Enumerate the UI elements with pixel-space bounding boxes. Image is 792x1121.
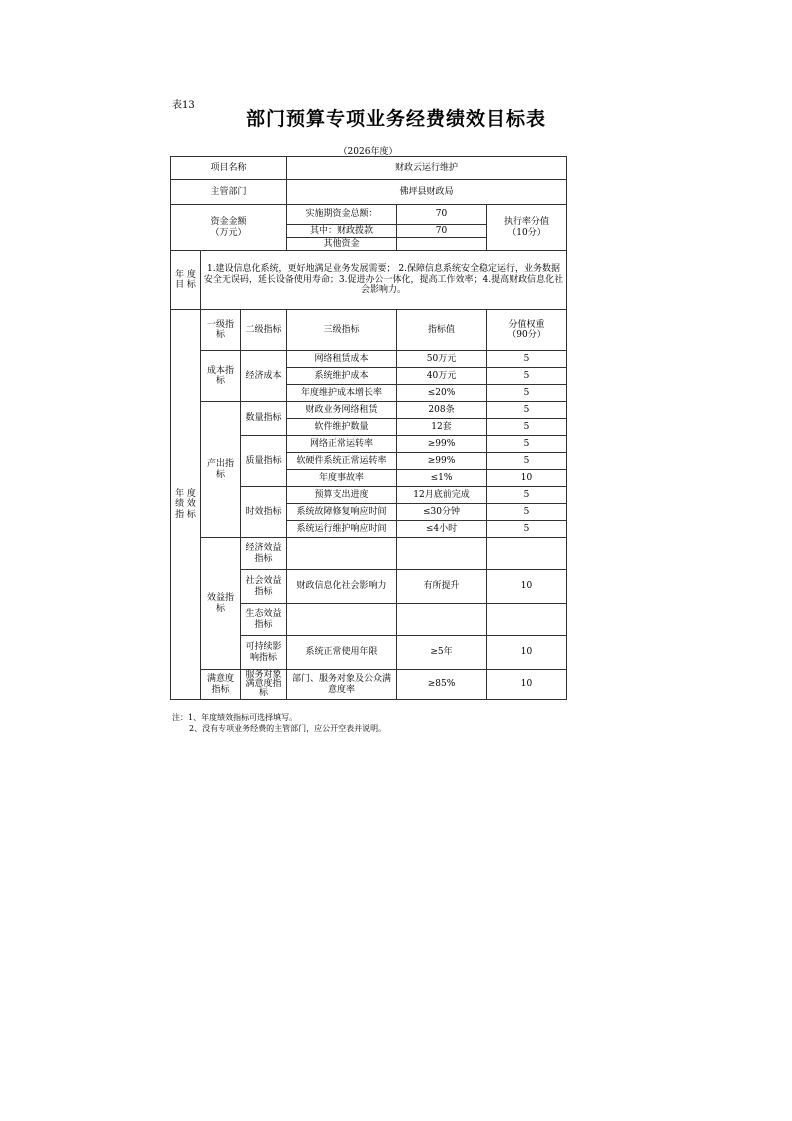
fiscal-fund-value: 70: [397, 225, 487, 238]
group-satisfaction: 满意度 指标: [201, 670, 241, 700]
row-value: 208条: [397, 402, 487, 419]
row-weight: 5: [487, 521, 567, 538]
execution-rate-label: 执行率分值 （10分）: [487, 205, 567, 251]
subgroup-timeliness: 时效指标: [241, 487, 287, 538]
year-label: （2026年度）: [338, 147, 398, 157]
row-name: [287, 538, 397, 570]
fiscal-fund-label: 其中：财政拨款: [287, 225, 397, 238]
row-value: 有所提升: [397, 570, 487, 604]
header-level2: 二级指标: [241, 310, 287, 351]
row-weight: [487, 538, 567, 570]
row-value: ≤1%: [397, 470, 487, 487]
row-name: 系统维护成本: [287, 368, 397, 385]
row-name: 年度事故率: [287, 470, 397, 487]
row-value: 50万元: [397, 351, 487, 368]
row-value: ≥99%: [397, 453, 487, 470]
row-weight: 5: [487, 487, 567, 504]
row-value: 12套: [397, 419, 487, 436]
row-value: ≥99%: [397, 436, 487, 453]
project-name-value: 财政云运行维护: [287, 157, 567, 180]
row-weight: 5: [487, 351, 567, 368]
row-weight: 5: [487, 436, 567, 453]
header-level3: 三级指标: [287, 310, 397, 351]
row-name: 软件维护数量: [287, 419, 397, 436]
row-name: 系统故障修复响应时间: [287, 504, 397, 521]
total-fund-label: 实施期资金总额：: [287, 205, 397, 225]
fund-amount-label: 资金金额 （万元）: [171, 205, 287, 251]
subgroup-quality: 质量指标: [241, 436, 287, 487]
row-name: 财政业务网络租赁: [287, 402, 397, 419]
row-weight: 10: [487, 470, 567, 487]
subgroup-service-satisfaction: 服务对象 满意度指 标: [241, 670, 287, 700]
subgroup-eco-benefit: 生态效益 指标: [241, 604, 287, 636]
annual-goal-text: 1.建设信息化系统，更好地满足业务发展需要； 2.保障信息系统安全稳定运行，业务数据安全无误码，延长设备使用寿命；3.促进办公一体化，提高工作效率；4.提高财政信息化社会影响力。: [201, 251, 567, 310]
header-level1: 一级指 标: [201, 310, 241, 351]
subgroup-sustainable: 可持续影 响指标: [241, 636, 287, 670]
row-value: ≥85%: [397, 670, 487, 700]
row-name: 系统运行维护响应时间: [287, 521, 397, 538]
row-name: 网络租赁成本: [287, 351, 397, 368]
annual-goal-label: 年 度 目 标: [171, 251, 201, 310]
other-fund-value: [397, 238, 487, 251]
row-value: ≤4小时: [397, 521, 487, 538]
total-fund-value: 70: [397, 205, 487, 225]
row-weight: 5: [487, 419, 567, 436]
row-weight: 5: [487, 402, 567, 419]
row-name: 财政信息化社会影响力: [287, 570, 397, 604]
row-name: 年度维护成本增长率: [287, 385, 397, 402]
row-value: ≤30分钟: [397, 504, 487, 521]
subgroup-economic-benefit: 经济效益 指标: [241, 538, 287, 570]
row-value: ≤20%: [397, 385, 487, 402]
row-value: 40万元: [397, 368, 487, 385]
header-weight: 分值权重 （90分）: [487, 310, 567, 351]
row-value: [397, 604, 487, 636]
subgroup-quantity: 数量指标: [241, 402, 287, 436]
group-cost: 成本指 标: [201, 351, 241, 402]
department-value: 佛坪县财政局: [287, 180, 567, 205]
group-benefit: 效益指 标: [201, 538, 241, 670]
row-weight: 10: [487, 636, 567, 670]
page-title: 部门预算专项业务经费绩效目标表: [245, 108, 546, 130]
department-label: 主管部门: [171, 180, 287, 205]
row-weight: 5: [487, 453, 567, 470]
footnotes: [172, 713, 386, 735]
row-value: [397, 538, 487, 570]
project-name-label: 项目名称: [171, 157, 287, 180]
annual-indicators-label: 年 度 绩 效 指 标: [171, 310, 201, 700]
row-weight: [487, 604, 567, 636]
row-name: 软硬件系统正常运转率: [287, 453, 397, 470]
performance-table: [170, 156, 567, 700]
row-weight: 5: [487, 504, 567, 521]
group-output: 产出指 标: [201, 402, 241, 538]
other-fund-label: 其他资金: [287, 238, 397, 251]
row-name: 部门、服务对象及公众满意度率: [287, 670, 397, 700]
row-weight: 5: [487, 385, 567, 402]
table-number: 表13: [172, 100, 195, 111]
row-weight: 10: [487, 670, 567, 700]
row-name: 系统正常使用年限: [287, 636, 397, 670]
row-value: 12月底前完成: [397, 487, 487, 504]
row-name: 网络正常运转率: [287, 436, 397, 453]
row-weight: 5: [487, 368, 567, 385]
row-value: ≥5年: [397, 636, 487, 670]
row-name: 预算支出进度: [287, 487, 397, 504]
subgroup-economic-cost: 经济成本: [241, 351, 287, 402]
footnote-1: 注：1、年度绩效指标可选择填写。: [172, 713, 298, 722]
footnote-2: 2、没有专项业务经费的主管部门，应公开空表并说明。: [189, 723, 387, 733]
row-name: [287, 604, 397, 636]
subgroup-social-benefit: 社会效益 指标: [241, 570, 287, 604]
row-weight: 10: [487, 570, 567, 604]
header-value: 指标值: [397, 310, 487, 351]
